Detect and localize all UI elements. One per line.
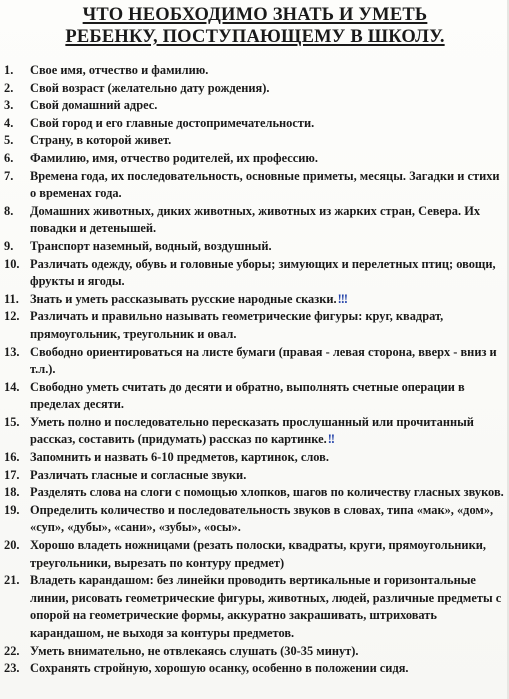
list-item	[0, 344, 505, 379]
item-number: 12.	[4, 309, 20, 324]
item-number: 22.	[4, 643, 20, 658]
list-item	[0, 97, 505, 115]
title-line-2: РЕБЕНКУ, ПОСТУПАЮЩЕМУ В ШКОЛУ.	[65, 27, 445, 47]
item-text	[30, 537, 505, 572]
item-number: 13.	[4, 344, 20, 359]
item-text	[30, 572, 505, 642]
item-text	[30, 643, 505, 661]
list-item	[0, 502, 505, 537]
item-text-body: Транспорт наземный, водный, воздушный.	[30, 238, 272, 253]
list-item	[0, 132, 505, 150]
item-number: 15.	[4, 414, 20, 429]
list-item	[0, 660, 505, 678]
list-item	[0, 643, 505, 661]
item-number: 21.	[4, 573, 20, 588]
item-number: 16.	[4, 450, 20, 465]
handwritten-exclamation-mark: !!!	[337, 291, 347, 306]
item-number: 10.	[4, 256, 20, 271]
item-text	[30, 97, 505, 115]
list-item	[0, 572, 505, 642]
list-item	[0, 379, 505, 414]
item-text-body: Разделять слова на слоги с помощью хлопков, шагов по количеству гласных звуков.	[30, 485, 504, 500]
item-text-body: Домашних животных, диких животных, животных из жарких стран, Севера. Их повадки и детенышей.	[30, 203, 481, 236]
title-line-1: ЧТО НЕОБХОДИМО ЗНАТЬ И УМЕТЬ	[82, 5, 428, 25]
item-number: 6.	[4, 150, 14, 165]
list-item	[0, 256, 505, 291]
requirements-list	[0, 62, 505, 678]
item-number: 14.	[4, 379, 20, 394]
item-text-body: Различать одежду, обувь и головные уборы; зимующих и перелетных птиц; овощи, фрукты и ягоды.	[30, 256, 496, 289]
item-number: 2.	[4, 80, 14, 95]
item-text-body: Различать и правильно называть геометрические фигуры: круг, квадрат, прямоугольник, треугольник и овал.	[30, 309, 444, 341]
list-item	[0, 238, 505, 256]
item-text-body: Различать гласные и согласные звуки.	[30, 467, 247, 482]
list-item	[0, 537, 505, 572]
item-number: 9.	[4, 238, 14, 253]
item-text-body: Знать и уметь рассказывать русские народные сказки.	[30, 291, 337, 306]
item-text	[30, 467, 505, 485]
item-text-body: Свое имя, отчество и фамилию.	[30, 63, 209, 77]
list-item	[0, 168, 505, 203]
item-text	[30, 660, 505, 678]
item-text-body: Уметь внимательно, не отвлекаясь слушать (30-35 минут).	[30, 643, 359, 658]
item-text	[30, 62, 505, 80]
item-text-body: Времена года, их последовательность, основные приметы, месяцы. Загадки и стихи о временах года.	[30, 168, 500, 201]
item-number: 1.	[4, 63, 14, 77]
item-text-body: Свой возраст (желательно дату рождения).	[30, 80, 270, 95]
item-text-body: Запомнить и назвать 6-10 предметов, картинок, слов.	[30, 450, 329, 465]
item-number: 7.	[4, 168, 14, 183]
item-number: 11.	[4, 291, 19, 306]
item-text	[30, 150, 505, 168]
item-text	[30, 414, 505, 449]
list-item	[0, 308, 505, 343]
item-number: 23.	[4, 661, 20, 676]
item-text	[30, 203, 505, 238]
item-text-body: Фамилию, имя, отчество родителей, их профессию.	[30, 150, 318, 165]
item-text	[30, 484, 505, 502]
item-text-body: Свой домашний адрес.	[30, 98, 158, 113]
handwritten-exclamation-mark: !!	[327, 432, 334, 447]
item-text-body: Хорошо владеть ножницами (резать полоски, квадраты, круги, прямоугольники, треугольники, вырезать по контуру предмет)	[30, 538, 486, 570]
item-text	[30, 80, 505, 98]
item-text	[30, 449, 505, 467]
item-text	[30, 502, 505, 537]
item-number: 4.	[4, 115, 14, 130]
list-item	[0, 414, 505, 449]
item-text	[30, 168, 505, 203]
item-number: 20.	[4, 538, 20, 553]
list-item	[0, 203, 505, 238]
item-text	[30, 308, 505, 343]
item-text	[30, 256, 505, 291]
item-text-body: Уметь полно и последовательно пересказать прослушанный или прочитанный рассказ, составить (придумать) рассказ по картинке.	[30, 414, 474, 447]
item-text	[30, 344, 505, 379]
item-text	[30, 115, 505, 133]
document-title	[30, 4, 480, 48]
item-number: 19.	[4, 502, 20, 517]
item-text-body: Свободно уметь считать до десяти и обратно, выполнять счетные операции в пределах десяти.	[30, 379, 465, 412]
item-number: 18.	[4, 485, 20, 500]
list-item	[0, 150, 505, 168]
list-item	[0, 484, 505, 502]
list-item	[0, 467, 505, 485]
item-text	[30, 132, 505, 150]
list-item	[0, 80, 505, 98]
item-number: 17.	[4, 467, 20, 482]
item-text-body: Свободно ориентироваться на листе бумаги (правая - левая сторона, вверх - вниз и т.л.).	[30, 344, 497, 377]
item-text	[30, 238, 505, 256]
item-number: 8.	[4, 203, 14, 218]
item-text-body: Владеть карандашом: без линейки проводить вертикальные и горизонтальные линии, рисовать геометрические фигуры, животных, людей, различные предметы с опорой на геометрические формы, аккуратно закрашивать, штриховать карандашом, не выходя за контуры предметов.	[30, 573, 502, 640]
item-text-body: Страну, в которой живет.	[30, 133, 172, 148]
item-text	[30, 291, 505, 309]
list-item	[0, 291, 505, 309]
item-text-body: Свой город и его главные достопримечательности.	[30, 115, 315, 130]
item-text-body: Сохранять стройную, хорошую осанку, особенно в положении сидя.	[30, 661, 409, 676]
list-item	[0, 449, 505, 467]
list-item	[0, 62, 505, 80]
item-text-body: Определить количество и последовательность звуков в словах, типа «мак», «дом», «суп», «дубы», «сани», «зубы», «осы».	[30, 502, 494, 535]
list-item	[0, 115, 505, 133]
item-text	[30, 379, 505, 414]
item-number: 5.	[4, 133, 14, 148]
item-number: 3.	[4, 98, 14, 113]
